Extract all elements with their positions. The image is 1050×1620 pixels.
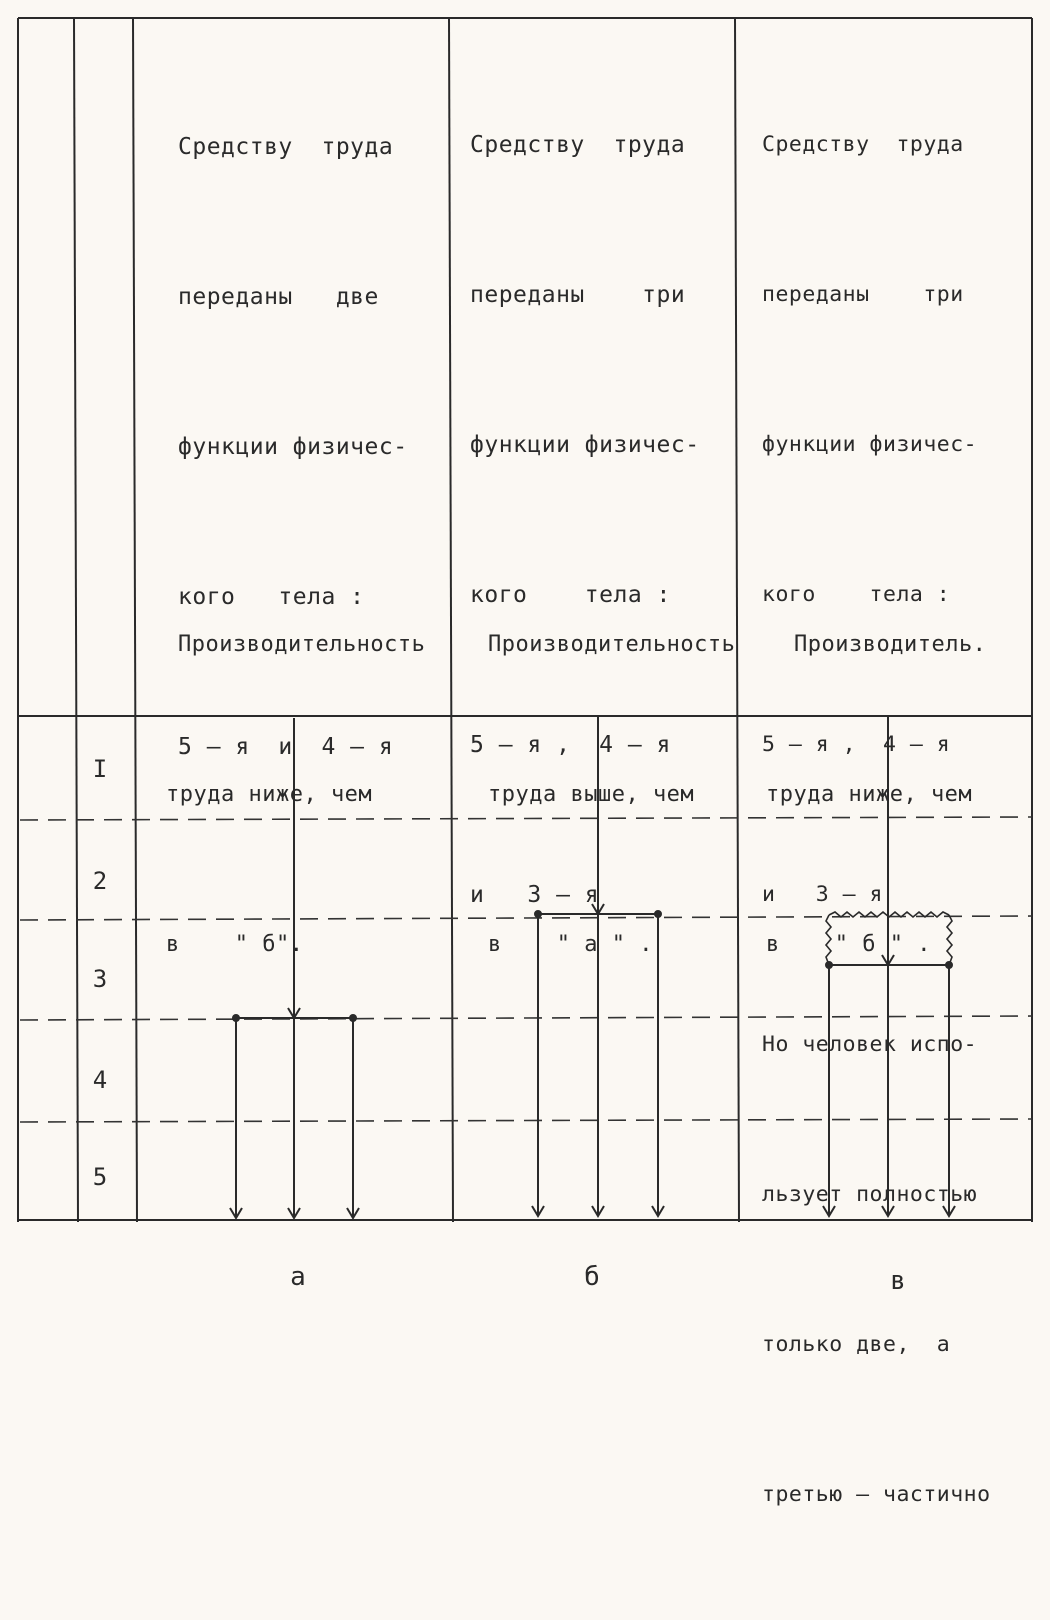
description-line: переданы три	[762, 282, 964, 307]
description-line: только две, а	[762, 1332, 951, 1357]
column-b-productivity	[488, 520, 735, 1070]
column-label-a: а	[290, 1262, 306, 1292]
description-line: и 3 – я	[762, 882, 883, 907]
level-label-3: 3	[92, 965, 108, 993]
description-line: Средству труда	[470, 132, 686, 158]
column-a-productivity	[166, 520, 425, 1070]
col-divider-2	[133, 18, 137, 1222]
productivity-line: в " а " .	[488, 932, 653, 957]
productivity-line: в " б".	[166, 932, 304, 957]
description-line: Средству труда	[178, 134, 394, 160]
description-line: функции физичес-	[178, 434, 408, 460]
productivity-line: труда выше, чем	[488, 782, 695, 807]
column-c-productivity	[766, 520, 986, 1070]
description-line: льзует полностью	[762, 1182, 978, 1207]
level-label-4: 4	[92, 1066, 108, 1094]
productivity-line: труда ниже, чем	[766, 782, 973, 807]
column-label-c: в	[890, 1266, 906, 1296]
description-line: Средству труда	[762, 132, 964, 157]
productivity-line: Производительность	[488, 632, 736, 657]
productivity-line: в " б " .	[766, 932, 931, 957]
description-line: 5 – я , 4 – я	[762, 732, 951, 757]
description-line: функции физичес-	[470, 432, 700, 458]
description-line: и 3 – я	[470, 882, 600, 908]
description-line: третью – частично	[762, 1482, 991, 1507]
description-line: переданы две	[178, 284, 379, 310]
description-line: кого тела :	[762, 582, 951, 607]
description-line: 5 – я и 4 – я	[178, 734, 394, 760]
productivity-line: Производительность	[178, 632, 426, 657]
level-label-2: 2	[92, 867, 108, 895]
col-divider-1	[74, 18, 78, 1222]
description-line: Но человек испо-	[762, 1032, 978, 1057]
description-line: переданы три	[470, 282, 686, 308]
productivity-line: труда ниже, чем	[166, 782, 373, 807]
description-line: функции физичес-	[762, 432, 978, 457]
description-line: кого тела :	[178, 584, 365, 610]
col-divider-3	[449, 18, 453, 1222]
level-label-5: 5	[92, 1163, 108, 1191]
column-label-b: б	[584, 1262, 600, 1292]
productivity-line: Производитель.	[794, 632, 987, 657]
description-line: кого тела :	[470, 582, 671, 608]
description-line: 5 – я , 4 – я	[470, 732, 671, 758]
level-label-1: I	[92, 755, 108, 783]
col-divider-4	[735, 18, 739, 1222]
